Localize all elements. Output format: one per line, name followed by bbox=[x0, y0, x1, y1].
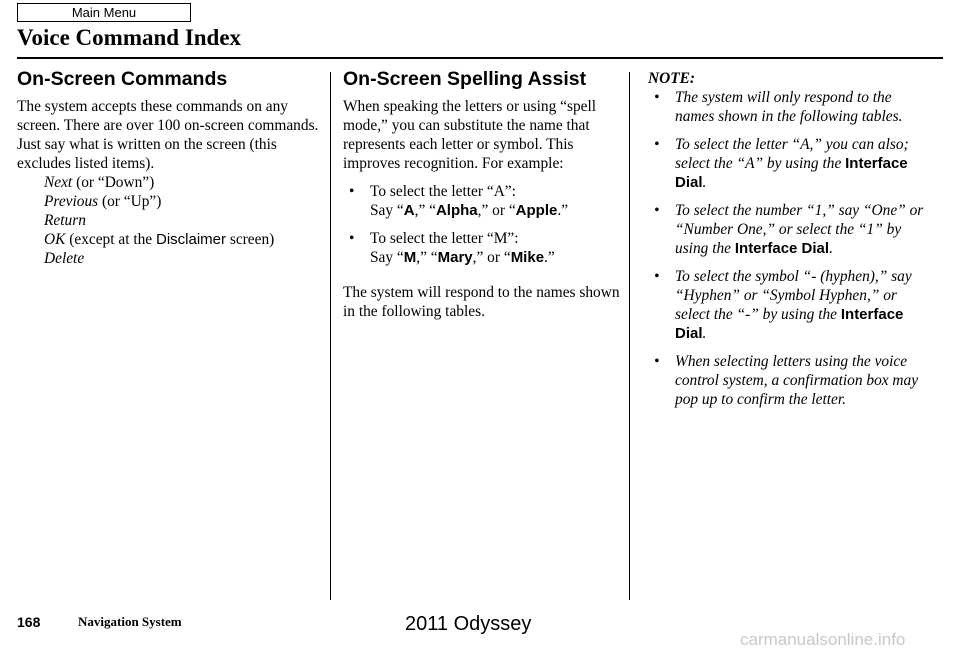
column-divider-1 bbox=[330, 72, 331, 600]
command-name: Next bbox=[44, 174, 73, 191]
sep: .” bbox=[544, 249, 555, 266]
note-text: To select the letter “A,” you can also; select the “A” by using the bbox=[675, 136, 909, 172]
interface-dial-label: Interface Dial bbox=[675, 306, 904, 342]
sep: ,” or “ bbox=[472, 249, 511, 266]
command-item bbox=[44, 173, 322, 192]
command-item bbox=[44, 230, 322, 249]
note-heading: NOTE: bbox=[648, 70, 696, 87]
note-text: . bbox=[702, 325, 707, 342]
note-item bbox=[648, 352, 926, 409]
command-item bbox=[44, 192, 322, 211]
command-note: (except at the bbox=[65, 231, 156, 248]
note-item bbox=[648, 201, 926, 258]
example-item bbox=[343, 182, 623, 220]
note-text: When selecting letters using the voice control system, a confirmation box may pop up to confirm the letter. bbox=[675, 353, 919, 408]
spelling-assist-intro: When speaking the letters or using “spell mode,” you can substitute the name that represents each letter or symbol. This improves recognition. For example: bbox=[343, 98, 597, 172]
interface-dial-label: Interface Dial bbox=[675, 155, 908, 191]
say-text: Say “ bbox=[370, 249, 404, 266]
on-screen-commands-intro: The system accepts these commands on any screen. There are over 100 on-screen commands. Just say what is written on the screen (this excludes listed items). bbox=[17, 98, 319, 172]
command-name: Return bbox=[44, 212, 86, 229]
column-on-screen-commands bbox=[17, 67, 322, 268]
note-text: To select the number “1,” say “One” or “Number One,” or select the “1” by using the bbox=[675, 202, 924, 257]
sep: ,” or “ bbox=[477, 202, 516, 219]
example-say-line bbox=[370, 201, 623, 220]
example-line: • To select the letter “M”: bbox=[370, 230, 519, 247]
sep: ,” “ bbox=[414, 202, 436, 219]
note-text: To select the symbol “- (hyphen),” say “Hyphen” or “Symbol Hyphen,” or select the “-” by using the bbox=[675, 268, 912, 323]
note-item bbox=[648, 88, 926, 126]
command-name: Delete bbox=[44, 250, 85, 267]
interface-dial-label: Interface Dial bbox=[734, 240, 830, 257]
column-divider-2 bbox=[629, 72, 630, 600]
main-menu-button[interactable]: Main Menu bbox=[17, 3, 191, 22]
disclaimer-label: Disclaimer bbox=[155, 231, 226, 248]
command-name: Previous bbox=[44, 193, 99, 210]
column-notes bbox=[648, 69, 926, 409]
say-text: Say “ bbox=[370, 202, 404, 219]
footer-section-name: Navigation System bbox=[78, 614, 182, 629]
section-heading-spelling-assist: On-Screen Spelling Assist bbox=[343, 68, 587, 90]
spell-word: M bbox=[403, 249, 417, 266]
section-heading-on-screen-commands: On-Screen Commands bbox=[17, 68, 228, 90]
note-item bbox=[648, 267, 926, 343]
command-list bbox=[17, 173, 322, 268]
watermark-text: carmanualsonline.info bbox=[740, 630, 906, 649]
sep: ,” “ bbox=[416, 249, 438, 266]
command-item bbox=[44, 249, 322, 268]
page-number: 168 bbox=[17, 614, 41, 630]
sep: .” bbox=[557, 202, 569, 219]
example-item bbox=[343, 229, 623, 267]
note-item bbox=[648, 135, 926, 192]
example-line: • To select the letter “A”: bbox=[370, 183, 516, 200]
example-say-line bbox=[370, 248, 623, 267]
spell-word: Alpha bbox=[435, 202, 478, 219]
command-item bbox=[44, 211, 322, 230]
spell-word: Mike bbox=[510, 249, 545, 266]
footer-model-name: 2011 Odyssey bbox=[405, 613, 532, 635]
command-note: (or “Down”) bbox=[72, 174, 155, 191]
spelling-assist-outro: The system will respond to the names shown in the following tables. bbox=[343, 284, 620, 320]
command-note: (or “Up”) bbox=[98, 193, 162, 210]
spell-word: Mary bbox=[437, 249, 473, 266]
title-divider bbox=[17, 57, 943, 59]
column-spelling-assist bbox=[343, 67, 623, 321]
note-text: . bbox=[829, 240, 833, 257]
note-text: . bbox=[702, 174, 707, 191]
command-note: screen) bbox=[226, 231, 275, 248]
command-name: OK bbox=[44, 231, 66, 248]
note-text: The system will only respond to the names shown in the following tables. bbox=[675, 89, 903, 125]
page-title: Voice Command Index bbox=[17, 25, 242, 50]
spell-word: A bbox=[403, 202, 415, 219]
spell-word: Apple bbox=[515, 202, 558, 219]
